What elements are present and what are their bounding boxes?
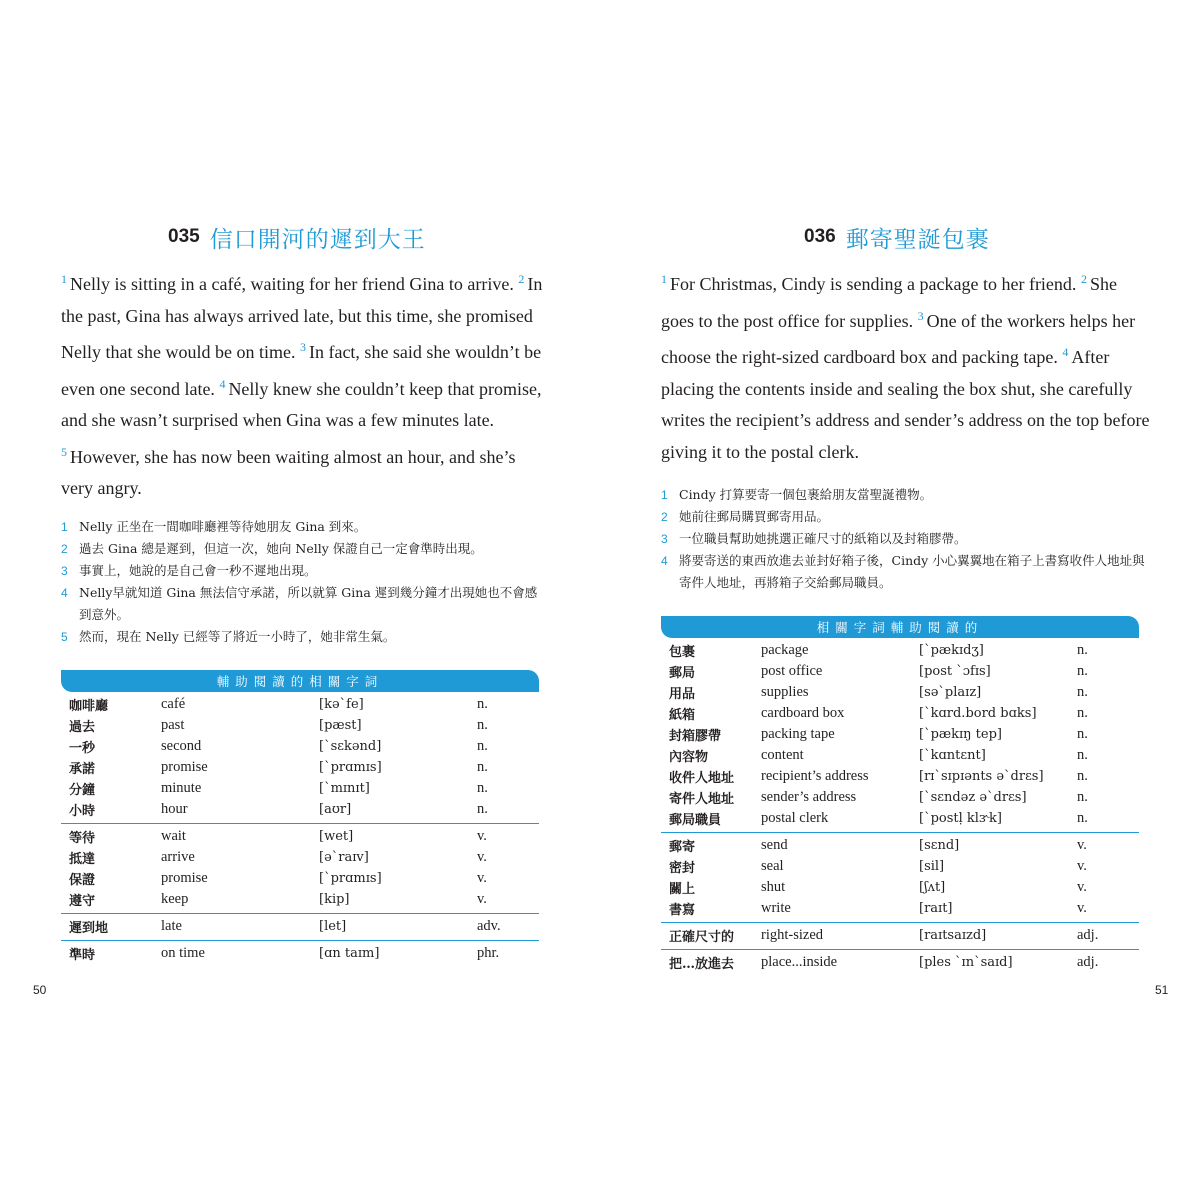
vocab-part-of-speech: n. [1077,789,1088,805]
vocab-part-of-speech: v. [477,870,487,886]
vocab-phonetic: [ˋpækɪŋ tep] [919,727,1002,742]
vocab-phonetic: [ɑn taɪm] [319,946,380,961]
vocab-phonetic: [sil] [919,859,945,874]
vocab-part-of-speech: v. [477,849,487,865]
vocab-chinese: 書寫 [669,903,696,918]
vocab-phonetic: [raɪtsaɪzd] [919,928,987,943]
vocab-english: shut [761,879,786,895]
vocab-phonetic: [ˋsɛkənd] [319,739,382,754]
vocabulary-row [661,856,1139,877]
vocab-phonetic: [rɪˋsɪpɪənts əˋdrɛs] [919,769,1044,784]
vocab-chinese: 郵局職員 [669,813,722,828]
vocab-chinese: 過去 [69,720,96,735]
vocab-chinese: 正確尺寸的 [669,930,735,945]
translation-text: 然而，現在 Nelly 已經等了將近一小時了，她非常生氣。 [79,629,396,644]
vocabulary-header: 輔助閱讀的相關字詞 [61,670,539,692]
lesson-title-text: 郵寄聖誕包裹 [845,226,990,253]
vocabulary-row [61,694,539,715]
right-page [600,0,1200,1200]
vocabulary-row [661,898,1139,919]
vocab-chinese: 小時 [69,804,96,819]
vocabulary-group [661,638,1139,833]
vocab-english: write [761,900,791,916]
vocabulary-row [61,916,539,937]
story-sentence [61,444,516,499]
translation-list [661,484,1146,594]
translation-number: 3 [61,564,68,578]
vocab-chinese: 密封 [669,861,696,876]
vocab-part-of-speech: v. [1077,858,1087,874]
vocabulary-header: 相關字詞輔助閱讀的 [661,616,1139,638]
translation-item [61,582,546,626]
vocab-chinese: 承諾 [69,762,96,777]
vocab-phonetic: [kəˋfe] [319,697,364,712]
vocab-part-of-speech: n. [1077,642,1088,658]
vocab-part-of-speech: n. [477,696,488,712]
translation-item [661,484,1146,506]
vocab-part-of-speech: adj. [1077,954,1099,970]
vocabulary-row [61,736,539,757]
vocab-chinese: 分鐘 [69,783,96,798]
vocab-phonetic: [let] [319,919,347,934]
vocab-phonetic: [əˋraɪv] [319,850,369,865]
vocab-english: arrive [161,849,195,865]
sentence-number: 2 [1080,272,1087,286]
vocab-chinese: 郵局 [669,666,696,681]
vocab-chinese: 包裹 [669,645,696,660]
vocab-part-of-speech: n. [1077,810,1088,826]
translation-number: 2 [61,542,68,556]
vocab-phonetic: [ˋpostḷ klɝk] [919,811,1002,826]
vocab-english: sender’s address [761,789,857,805]
vocab-phonetic: [ˋprɑmɪs] [319,871,382,886]
vocab-english: café [161,696,186,712]
sentence-number: 5 [61,444,67,459]
sentence-number: 3 [917,308,924,323]
translation-text: 她前往郵局購買郵寄用品。 [679,509,830,524]
vocabulary-row [661,745,1139,766]
vocabulary-row [661,925,1139,946]
vocab-english: postal clerk [761,810,829,826]
vocab-english: cardboard box [761,705,845,721]
vocab-english: right-sized [761,927,824,943]
vocabulary-group [661,950,1139,976]
vocabulary-group [661,833,1139,923]
vocab-english: package [761,642,809,658]
vocabulary-row [661,766,1139,787]
translation-text: Nelly 正坐在一間咖啡廳裡等待她朋友 Gina 到來。 [79,519,367,534]
vocab-phonetic: [pæst] [319,718,362,733]
sentence-number: 1 [661,272,667,286]
vocab-english: second [161,738,202,754]
vocab-chinese: 準時 [69,948,96,963]
vocab-chinese: 遵守 [69,894,96,909]
vocab-english: minute [161,780,202,796]
sentence-text: For Christmas, Cindy is sending a package to her friend. [670,274,1077,294]
vocabulary-row [661,703,1139,724]
translation-list [61,516,546,648]
vocabulary-row [661,682,1139,703]
vocabulary-row [661,787,1139,808]
vocab-chinese: 遲到地 [69,921,109,936]
vocab-phonetic: [aʊr] [319,802,352,817]
vocab-part-of-speech: adv. [477,918,501,934]
vocab-chinese: 郵寄 [669,840,696,855]
sentence-text: In the past, Gina has always arrived late, but this time, she promised Nelly that she would be on time. [61,274,543,362]
vocab-english: recipient’s address [761,768,869,784]
translation-text: Nelly早就知道 Gina 無法信守承諾，所以就算 Gina 遲到幾分鐘才出現她也不會感到意外。 [79,585,538,622]
vocab-part-of-speech: n. [477,759,488,775]
sentence-text: However, she has now been waiting almost an hour, and she’s very angry. [61,446,516,498]
translation-item [661,506,1146,528]
vocab-phonetic: [səˋplaɪz] [919,685,982,700]
lesson-title-036 [804,222,990,252]
vocab-chinese: 寄件人地址 [669,792,735,807]
translation-number: 2 [661,510,668,524]
vocab-english: place...inside [761,954,838,970]
vocabulary-table [661,616,1139,976]
vocab-chinese: 封箱膠帶 [669,729,722,744]
vocab-english: seal [761,858,784,874]
vocab-phonetic: [ˋsɛndəz əˋdrɛs] [919,790,1027,805]
sentence-number: 3 [299,340,306,354]
vocab-phonetic: [post ˋɔfɪs] [919,664,991,679]
vocab-chinese: 咖啡廳 [69,699,109,714]
vocab-part-of-speech: v. [477,891,487,907]
translation-item [61,626,546,648]
vocab-phonetic: [ʃʌt] [919,880,946,895]
translation-number: 3 [661,532,668,546]
vocab-chinese: 關上 [669,882,696,897]
sentence-text: Nelly knew she couldn’t keep that promise, and she wasn’t surprised when Gina was a few minutes late. [61,378,542,430]
lesson-title-035 [168,222,426,252]
sentence-number: 4 [219,376,226,391]
vocabulary-row [61,889,539,910]
vocab-part-of-speech: n. [1077,663,1088,679]
vocab-english: wait [161,828,186,844]
lesson-number: 036 [804,226,836,247]
vocabulary-row [661,724,1139,745]
translation-number: 1 [61,520,68,534]
vocab-english: on time [161,945,205,961]
translation-item [661,550,1146,594]
vocab-part-of-speech: n. [1077,705,1088,721]
vocab-phonetic: [ˋkɑrd.bord bɑks] [919,706,1037,721]
vocab-part-of-speech: n. [477,801,488,817]
vocabulary-row [661,808,1139,829]
vocab-phonetic: [ˋprɑmɪs] [319,760,382,775]
translation-number: 5 [61,630,68,644]
sentence-text: She goes to the post office for supplies. [661,274,1117,331]
vocab-chinese: 用品 [669,687,696,702]
vocab-part-of-speech: n. [1077,726,1088,742]
vocabulary-group [61,692,539,824]
vocab-english: content [761,747,804,763]
vocabulary-row [661,661,1139,682]
vocab-part-of-speech: n. [1077,768,1088,784]
vocab-english: keep [161,891,189,907]
sentence-number: 2 [518,272,525,286]
vocabulary-table [61,670,539,967]
sentence-text: One of the workers helps her choose the right-sized cardboard box and packing tape. [661,310,1136,367]
vocabulary-row [661,640,1139,661]
vocab-chinese: 內容物 [669,750,709,765]
translation-number: 1 [661,488,668,502]
story-paragraph [61,264,551,505]
vocab-part-of-speech: v. [1077,879,1087,895]
vocabulary-row [61,778,539,799]
sentence-text: Nelly is sitting in a café, waiting for her friend Gina to arrive. [70,274,514,294]
vocab-english: promise [161,759,208,775]
vocab-part-of-speech: n. [477,717,488,733]
vocab-chinese: 等待 [69,831,96,846]
vocab-english: promise [161,870,208,886]
vocabulary-row [61,847,539,868]
sentence-number: 1 [61,272,67,286]
translation-item [61,538,546,560]
story-sentence [661,274,1076,294]
vocab-chinese: 保證 [69,873,96,888]
vocab-phonetic: [ples ˋɪnˋsaɪd] [919,955,1013,970]
vocab-english: post office [761,663,823,679]
vocab-chinese: 紙箱 [669,708,696,723]
vocab-phonetic: [ˋmɪnɪt] [319,781,370,796]
translation-text: 事實上，她說的是自己會一秒不遲地出現。 [79,563,317,578]
vocab-chinese: 抵達 [69,852,96,867]
vocab-chinese: 收件人地址 [669,771,735,786]
vocabulary-row [61,757,539,778]
sentence-text: In fact, she said she wouldn’t be even one second late. [61,342,542,399]
vocab-chinese: 一秒 [69,741,96,756]
vocabulary-row [61,943,539,964]
vocab-phonetic: [ˋpækɪdʒ] [919,643,984,658]
vocabulary-row [661,835,1139,856]
vocabulary-row [61,799,539,820]
vocabulary-group [61,914,539,941]
vocab-part-of-speech: n. [477,780,488,796]
vocab-phonetic: [raɪt] [919,901,953,916]
vocab-part-of-speech: v. [1077,837,1087,853]
translation-number: 4 [661,554,668,568]
translation-item [61,516,546,538]
vocabulary-row [61,715,539,736]
page-number: 50 [33,983,47,997]
vocab-part-of-speech: phr. [477,945,500,961]
vocabulary-group [61,824,539,914]
translation-text: 一位職員幫助她挑選正確尺寸的紙箱以及封箱膠帶。 [679,531,967,546]
sentence-text: After placing the contents inside and sealing the box shut, she carefully writes the recipient’s address and sender’s address on the top before giving it to the postal clerk. [661,347,1150,462]
story-paragraph [661,264,1151,468]
vocab-english: packing tape [761,726,835,742]
translation-text: 將要寄送的東西放進去並封好箱子後，Cindy 小心翼翼地在箱子上書寫收件人地址與寄件人地址，再將箱子交給郵局職員。 [679,553,1145,590]
lesson-number: 035 [168,226,200,247]
lesson-title-text: 信口開河的遲到大王 [209,226,426,253]
story-sentence [61,274,514,294]
vocabulary-row [661,877,1139,898]
vocabulary-group [61,941,539,967]
vocab-phonetic: [wet] [319,829,354,844]
vocab-english: past [161,717,185,733]
vocab-chinese: 把…放進去 [669,957,735,972]
vocab-phonetic: [ˋkɑntɛnt] [919,748,986,763]
sentence-number: 4 [1062,345,1069,359]
vocab-phonetic: [sɛnd] [919,838,960,853]
vocab-english: send [761,837,788,853]
vocab-part-of-speech: n. [1077,684,1088,700]
translation-item [61,560,546,582]
translation-text: 過去 Gina 總是遲到，但這一次，她向 Nelly 保證自己一定會準時出現。 [79,541,483,556]
vocab-english: hour [161,801,188,817]
vocab-part-of-speech: adj. [1077,927,1099,943]
vocab-part-of-speech: n. [1077,747,1088,763]
vocab-english: late [161,918,182,934]
translation-text: Cindy 打算要寄一個包裹給朋友當聖誕禮物。 [679,487,933,502]
vocabulary-group [661,923,1139,950]
vocab-part-of-speech: v. [477,828,487,844]
translation-item [661,528,1146,550]
translation-number: 4 [61,586,68,600]
vocabulary-row [661,952,1139,973]
vocab-part-of-speech: v. [1077,900,1087,916]
vocab-english: supplies [761,684,809,700]
page-number: 51 [1155,983,1169,997]
vocabulary-row [61,826,539,847]
vocab-phonetic: [kip] [319,892,350,907]
vocabulary-row [61,868,539,889]
vocab-part-of-speech: n. [477,738,488,754]
